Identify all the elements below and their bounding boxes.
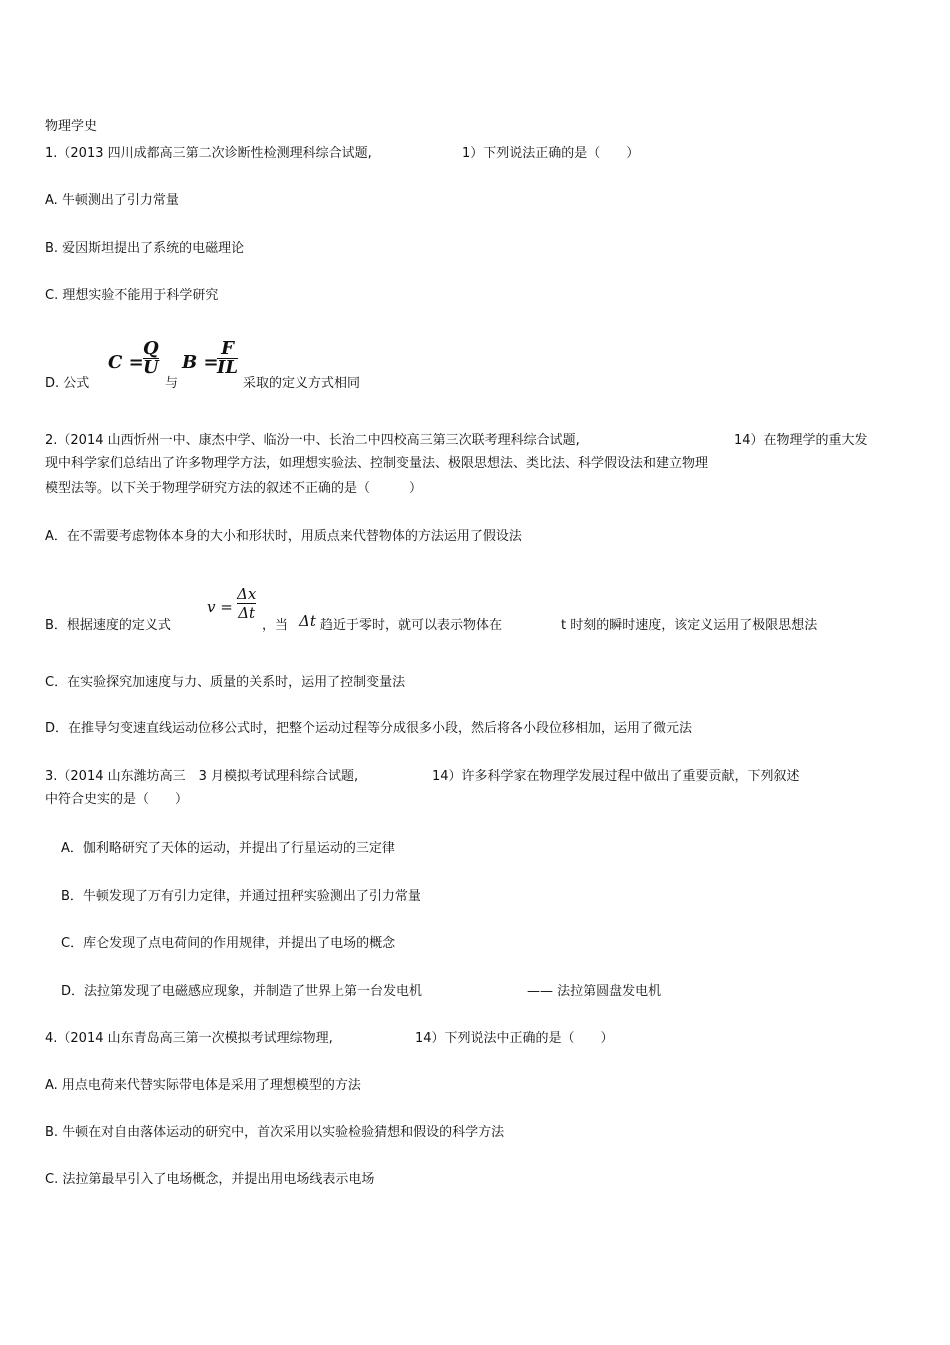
q2-option-b-mid: 趋近于零时，就可以表示物体在 bbox=[320, 618, 503, 633]
q3-option-c: C．库仑发现了点电荷间的作用规律，并提出了电场的概念 bbox=[61, 936, 396, 951]
q1-formula2-lhs: B = bbox=[182, 352, 219, 373]
q1-option-c: C. 理想实验不能用于科学研究 bbox=[45, 288, 219, 303]
q3-stem-line2: 中符合史实的是（ ） bbox=[45, 792, 189, 807]
q1-stem-source: 1.（2013 四川成都高三第二次诊断性检测理科综合试题, bbox=[45, 146, 372, 161]
q2-formula-fraction bbox=[237, 585, 256, 622]
q4-option-c: C. 法拉第最早引入了电场概念，并提出用电场线表示电场 bbox=[45, 1172, 375, 1187]
q1-formula2-denominator: IL bbox=[217, 357, 239, 378]
q2-stem-line2: 现中科学家们总结出了许多物理学方法，如理想实验法、控制变量法、极限思想法、类比法、科学假设法和建立物理 bbox=[45, 456, 709, 471]
q2-delta-t: Δt bbox=[299, 612, 316, 630]
q3-stem-question: 14）许多科学家在物理学发展过程中做出了重要贡献，下列叙述 bbox=[432, 769, 800, 784]
q1-option-d-label: D. 公式 bbox=[45, 376, 90, 391]
q2-formula-lhs: v = bbox=[207, 598, 233, 616]
q1-formula1-numerator: Q bbox=[143, 338, 159, 359]
q1-option-d-tail: 采取的定义方式相同 bbox=[243, 376, 361, 391]
q1-option-b: B. 爱因斯坦提出了系统的电磁理论 bbox=[45, 241, 245, 256]
q2-option-d: D．在推导匀变速直线运动位移公式时，把整个运动过程等分成很多小段，然后将各小段位移相加，运用了微元法 bbox=[45, 721, 693, 736]
q4-stem-question: 14）下列说法中正确的是（ ） bbox=[415, 1031, 614, 1046]
q4-option-b: B. 牛顿在对自由落体运动的研究中，首次采用以实验检验猜想和假设的科学方法 bbox=[45, 1125, 505, 1140]
q2-option-b-tail: t 时刻的瞬时速度，该定义运用了极限思想法 bbox=[561, 618, 818, 633]
q2-stem-source: 2.（2014 山西忻州一中、康杰中学、临汾一中、长治二中四校高三第三次联考理科综合试题, bbox=[45, 433, 580, 448]
q2-option-b-label: B．根据速度的定义式 bbox=[45, 618, 171, 633]
q1-formula1-lhs: C = bbox=[108, 352, 144, 373]
q2-option-b-when: ，当 bbox=[262, 618, 289, 633]
q1-formula1-fraction bbox=[143, 340, 159, 377]
q1-formula2-fraction bbox=[217, 340, 238, 377]
q1-formula2-numerator: F bbox=[221, 338, 234, 359]
q3-option-b: B．牛顿发现了万有引力定律，并通过扭秤实验测出了引力常量 bbox=[61, 889, 421, 904]
q2-option-a: A．在不需要考虑物体本身的大小和形状时，用质点来代替物体的方法运用了假设法 bbox=[45, 529, 522, 544]
q1-formula1-denominator: U bbox=[143, 357, 159, 378]
q1-stem-question: 1）下列说法正确的是（ ） bbox=[462, 146, 640, 161]
q2-stem-question: 14）在物理学的重大发 bbox=[734, 433, 868, 448]
q2-formula-numerator: Δx bbox=[237, 585, 257, 603]
q3-stem-source: 3.（2014 山东潍坊高三 3 月模拟考试理科综合试题, bbox=[45, 769, 359, 784]
q4-option-a: A. 用点电荷来代替实际带电体是采用了理想模型的方法 bbox=[45, 1078, 361, 1093]
q3-option-a: A．伽利略研究了天体的运动，并提出了行星运动的三定律 bbox=[61, 841, 395, 856]
q1-option-a: A. 牛顿测出了引力常量 bbox=[45, 193, 179, 208]
q1-option-d-with: 与 bbox=[165, 376, 179, 391]
q3-option-d-note: —— 法拉第圆盘发电机 bbox=[527, 984, 662, 999]
page-title: 物理学史 bbox=[45, 119, 98, 134]
q3-option-d: D．法拉第发现了电磁感应现象，并制造了世界上第一台发电机 bbox=[61, 984, 423, 999]
q2-stem-line3: 模型法等。以下关于物理学研究方法的叙述不正确的是（ ） bbox=[45, 481, 423, 496]
q2-formula-denominator: Δt bbox=[238, 604, 256, 622]
q2-option-c: C．在实验探究加速度与力、质量的关系时，运用了控制变量法 bbox=[45, 675, 406, 690]
q4-stem-source: 4.（2014 山东青岛高三第一次模拟考试理综物理, bbox=[45, 1031, 333, 1046]
